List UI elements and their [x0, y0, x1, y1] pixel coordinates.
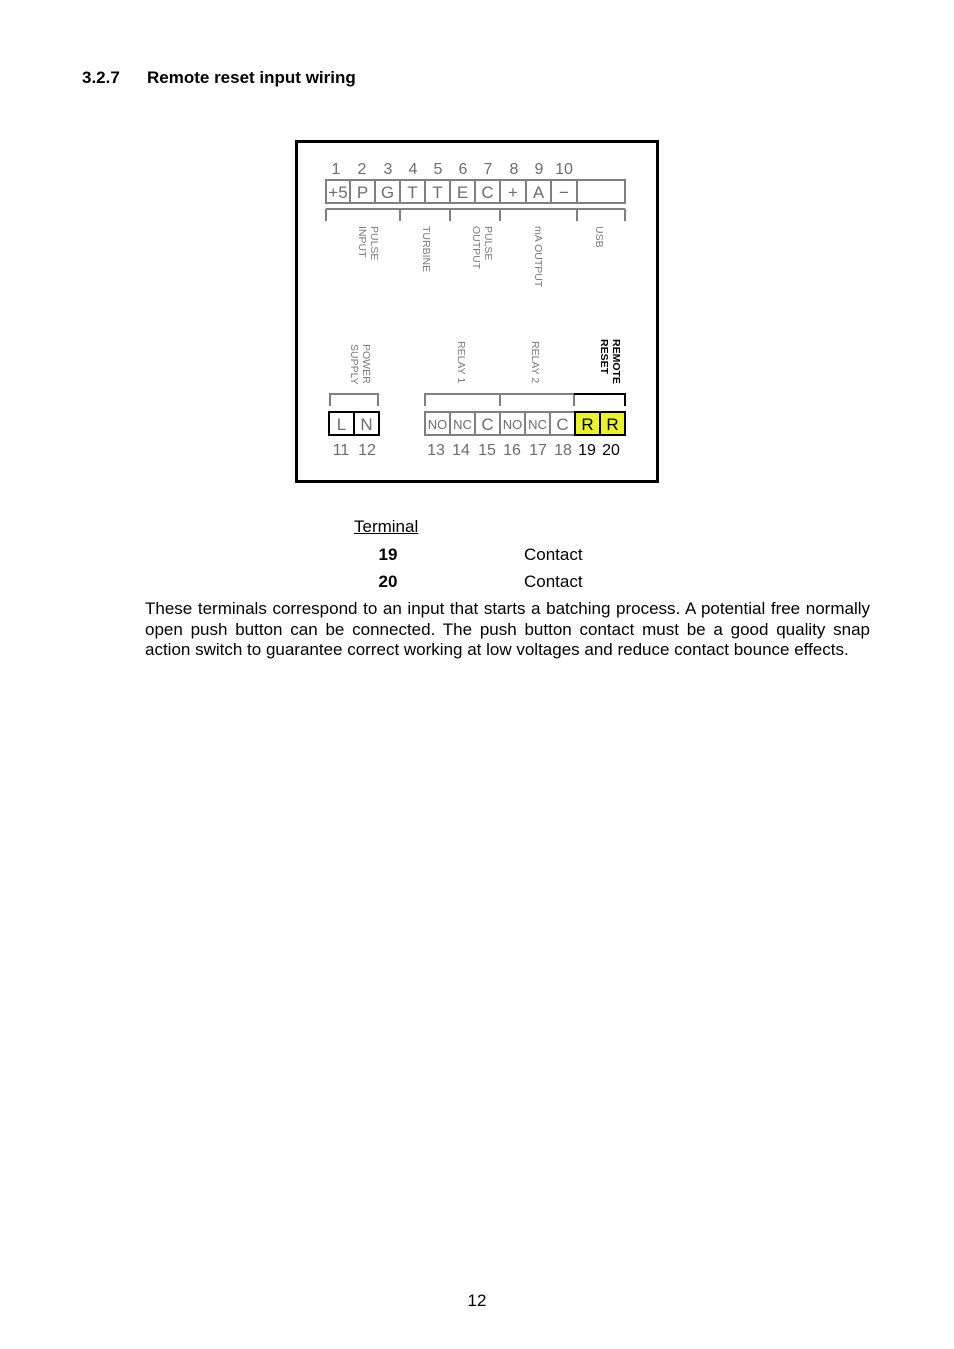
- terminal-label: L: [336, 415, 347, 434]
- pin-number: 8: [509, 161, 519, 178]
- terminal-label: T: [432, 183, 443, 202]
- pin-number: 13: [427, 442, 445, 459]
- group-label-4: [593, 226, 605, 248]
- terminal-label: C: [481, 183, 494, 202]
- terminal-number: 19: [378, 545, 398, 564]
- pin-number: 19: [578, 442, 596, 459]
- pin-number: 9: [534, 161, 544, 178]
- terminal-label: NC: [528, 417, 547, 432]
- terminal-label: C: [481, 415, 494, 434]
- terminal-description: Contact: [524, 572, 583, 591]
- group-label-1: [455, 341, 467, 383]
- terminal-label: NO: [502, 417, 523, 432]
- section-heading: [82, 68, 356, 88]
- terminal-label: P: [356, 183, 369, 202]
- terminal-row: [354, 572, 624, 594]
- group-label-line: REMOTE: [610, 339, 622, 384]
- group-label-text: USB: [593, 226, 605, 248]
- group-label-text: RELAY 2: [529, 341, 541, 384]
- section-title: Remote reset input wiring: [147, 68, 356, 87]
- group-label-line: POWER: [360, 344, 372, 384]
- group-label-0: [356, 226, 380, 260]
- description-paragraph: These terminals correspond to an input that starts a batching process. A potential free normally open push button can be connected. The push button contact must be a good quality snap action switch to guarantee correct working at low voltages and reduce contact bounce effects.: [145, 599, 870, 660]
- terminal-label: −: [559, 183, 569, 202]
- terminal-label: R: [581, 415, 594, 434]
- terminal-label: NC: [453, 417, 472, 432]
- pin-number: 11: [332, 442, 350, 459]
- pin-number: 1: [331, 161, 341, 178]
- pin-number: 3: [383, 161, 393, 178]
- terminal-label: N: [360, 415, 373, 434]
- pin-number: 6: [458, 161, 468, 178]
- group-label-line: OUTPUT: [470, 226, 482, 270]
- pin-number: 10: [555, 161, 573, 178]
- group-label-line: INPUT: [356, 226, 368, 258]
- terminal-label: E: [456, 183, 469, 202]
- section-number: 3.2.7: [82, 68, 120, 87]
- group-label-text: RELAY 1: [455, 341, 467, 384]
- terminal-label: +5: [328, 183, 348, 202]
- group-label-text: TURBINE: [420, 226, 432, 273]
- pin-number: 2: [357, 161, 367, 178]
- pin-number: 5: [433, 161, 443, 178]
- terminal-label: G: [380, 183, 395, 202]
- terminal-label: T: [407, 183, 418, 202]
- pin-number: 7: [483, 161, 493, 178]
- group-label-text: [348, 344, 372, 385]
- pin-number: 16: [503, 442, 521, 459]
- pin-number: 20: [602, 442, 620, 459]
- terminal-label: NO: [427, 417, 448, 432]
- group-label-3: [532, 226, 544, 288]
- terminal-row: [354, 545, 624, 567]
- group-label-1: [420, 226, 432, 272]
- group-label-line: RESET: [598, 339, 610, 375]
- terminal-label: +: [508, 183, 518, 202]
- pin-number: 14: [452, 442, 470, 459]
- pin-number: 18: [554, 442, 572, 459]
- terminal-diagram: [295, 140, 659, 484]
- terminal-label: A: [532, 183, 545, 202]
- terminal-description: Contact: [524, 545, 583, 564]
- group-label-text: [356, 226, 380, 260]
- pin-number: 15: [478, 442, 496, 459]
- terminal-label: C: [556, 415, 569, 434]
- page-number: 12: [467, 1291, 487, 1310]
- pin-number: 12: [358, 442, 376, 459]
- group-label-line: PULSE: [482, 226, 494, 261]
- group-label-text: mA OUTPUT: [532, 226, 544, 288]
- pin-number: 17: [529, 442, 547, 459]
- terminal-number: 20: [378, 572, 398, 591]
- group-label-2: [529, 341, 541, 383]
- terminal-label: R: [606, 415, 619, 434]
- group-label-0: [348, 344, 372, 385]
- pin-number: 4: [408, 161, 418, 178]
- group-label-line: PULSE: [368, 226, 380, 261]
- group-label-line: SUPPLY: [348, 344, 360, 385]
- terminal-table-header: Terminal: [354, 517, 419, 536]
